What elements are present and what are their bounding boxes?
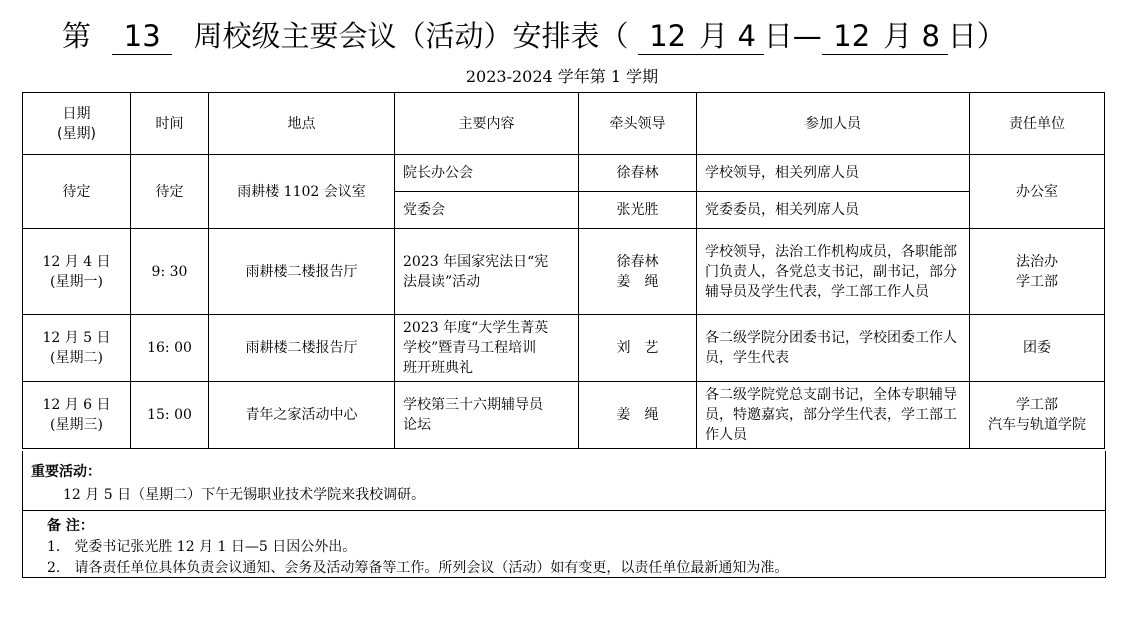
row-date: 待定 (23, 155, 131, 229)
row-place: 雨耕楼 1102 会议室 (209, 155, 395, 229)
schedule-table (22, 92, 1105, 449)
row-participants: 各二级学院分团委书记，学校团委工作人员，学生代表 (697, 315, 970, 382)
row-place: 雨耕楼二楼报告厅 (209, 229, 395, 315)
title-end-day: 8 (914, 18, 948, 55)
header-unit: 责任单位 (970, 93, 1105, 155)
row-place: 青年之家活动中心 (209, 382, 395, 449)
row-leader: 姜 绳 (579, 382, 697, 449)
important-activities-label: 重要活动： (31, 464, 101, 480)
important-activities-box (22, 451, 1106, 511)
row-leader: 刘 艺 (579, 315, 697, 382)
header-row (23, 93, 1105, 155)
row-participants: 学校领导，相关列席人员 (697, 155, 970, 192)
row-time: 待定 (131, 155, 209, 229)
row-date: 12 月 6 日 (星期三) (23, 382, 131, 449)
row-leader: 徐春林 (579, 155, 697, 192)
title-end-month: 12 (822, 18, 882, 55)
header-place: 地点 (209, 93, 395, 155)
title-suffix: 日） (947, 19, 1006, 53)
row-time: 16: 00 (131, 315, 209, 382)
row-time: 15: 00 (131, 382, 209, 449)
note-item: 2. 请各责任单位具体负责会议通知、会务及活动筹备等工作。所列会议（活动）如有变更，以责任单位最新通知为准。 (47, 560, 789, 576)
row-unit: 办公室 (970, 155, 1105, 229)
title-month-char-2: 月 (883, 19, 913, 53)
row-participants: 学校领导，法治工作机构成员，各职能部门负责人，各党总支书记，副书记，部分辅导员及学生代表，学工部工作人员 (697, 229, 970, 315)
row-leader: 张光胜 (579, 192, 697, 229)
header-time: 时间 (131, 93, 209, 155)
row-date: 12 月 5 日 (星期二) (23, 315, 131, 382)
header-participants: 参加人员 (697, 93, 970, 155)
row-content: 党委会 (395, 192, 579, 229)
header-weekday-label: (星期) (57, 125, 96, 142)
row-content: 2023 年度“大学生菁英 学校”暨青马工程培训 班开班典礼 (395, 315, 579, 382)
row-content: 院长办公会 (395, 155, 579, 192)
table-row (23, 229, 1105, 315)
row-place: 雨耕楼二楼报告厅 (209, 315, 395, 382)
title-day-dash: 日— (763, 19, 822, 53)
table-row (23, 315, 1105, 382)
title-middle: 周校级主要会议（活动）安排表（ (193, 19, 629, 53)
header-date (23, 93, 131, 155)
title-month-char-1: 月 (699, 19, 729, 53)
row-date: 12 月 4 日 (星期一) (23, 229, 131, 315)
row-unit: 团委 (970, 315, 1105, 382)
page-title (62, 14, 1006, 58)
row-content: 学校第三十六期辅导员 论坛 (395, 382, 579, 449)
header-date-label: 日期 (62, 105, 91, 122)
row-unit: 学工部 汽车与轨道学院 (970, 382, 1105, 449)
header-leader: 牵头领导 (579, 93, 697, 155)
row-participants: 各二级学院党总支副书记，全体专职辅导员，特邀嘉宾，部分学生代表，学工部工作人员 (697, 382, 970, 449)
title-start-month: 12 (638, 18, 698, 55)
header-content: 主要内容 (395, 93, 579, 155)
subtitle: 2023-2024 学年第 1 学期 (465, 67, 659, 86)
row-content: 2023 年国家宪法日“宪 法晨读”活动 (395, 229, 579, 315)
title-prefix: 第 (62, 19, 92, 53)
row-unit: 法治办 学工部 (970, 229, 1105, 315)
row-time: 9: 30 (131, 229, 209, 315)
row-participants: 党委委员，相关列席人员 (697, 192, 970, 229)
table-row (23, 155, 1105, 192)
title-start-day: 4 (730, 18, 764, 55)
notes-box (22, 511, 1106, 578)
important-activities-text: 12 月 5 日（星期二）下午无锡职业技术学院来我校调研。 (63, 487, 426, 503)
title-week-number: 13 (112, 18, 172, 55)
notes-label: 备 注： (47, 518, 94, 534)
row-leader: 徐春林 姜 绳 (579, 229, 697, 315)
note-item: 1. 党委书记张光胜 12 月 1 日—5 日因公外出。 (47, 539, 357, 555)
table-row (23, 382, 1105, 449)
